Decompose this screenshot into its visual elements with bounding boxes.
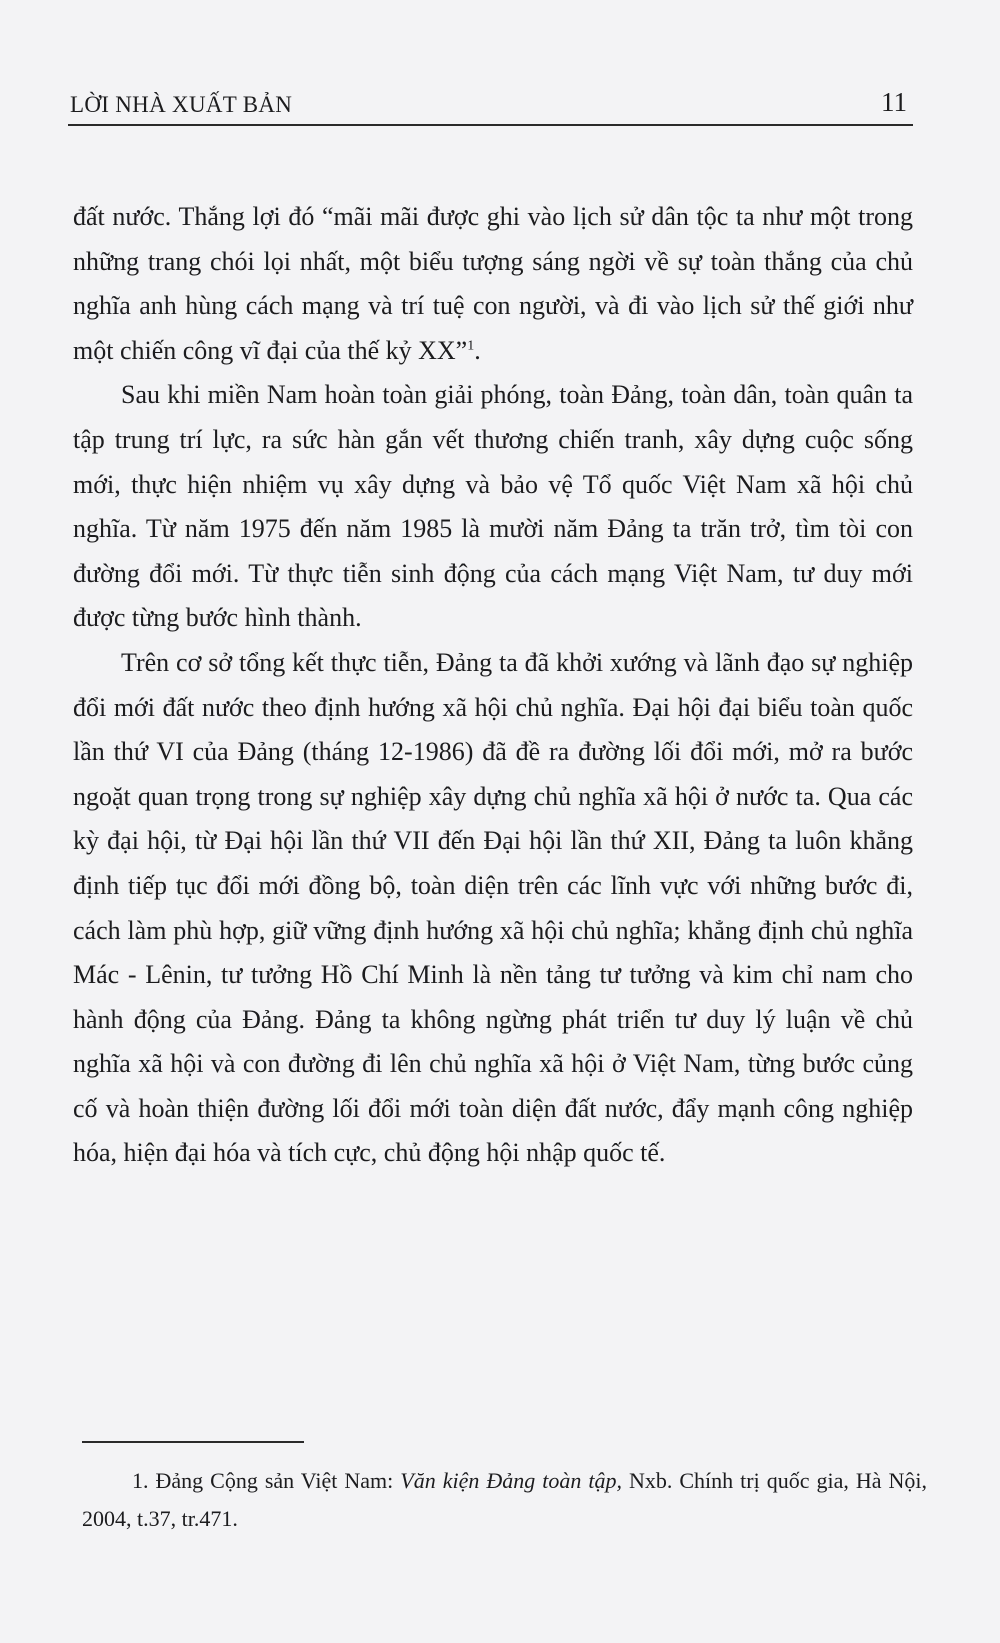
- page-number: 11: [881, 87, 907, 117]
- footnote-author: Đảng Cộng sản Việt Nam:: [155, 1468, 394, 1493]
- footnote-divider: [82, 1441, 304, 1443]
- running-title: LỜI NHÀ XUẤT BẢN: [70, 92, 293, 117]
- footnote-number: 1.: [132, 1468, 149, 1493]
- paragraph-2: Sau khi miền Nam hoàn toàn giải phóng, toàn Đảng, toàn dân, toàn quân ta tập trung trí lực, ra sức hàn gắn vết thương chiến tranh, xây dựng cuộc sống mới, thực hiện nhiệm vụ xây dựng và bảo vệ Tổ quốc Việt Nam xã hội chủ nghĩa. Từ năm 1975 đến năm 1985 là mười năm Đảng ta trăn trở, tìm tòi con đường đổi mới. Từ thực tiễn sinh động của cách mạng Việt Nam, tư duy mới được từng bước hình thành.: [73, 380, 913, 633]
- running-header: [68, 84, 913, 126]
- paragraph-1-text: đất nước. Thắng lợi đó “mãi mãi được ghi vào lịch sử dân tộc ta như một trong những trang chói lọi nhất, một biểu tượng sáng ngời về sự toàn thắng của chủ nghĩa anh hùng cách mạng và trí tuệ con người, và đi vào lịch sử thế giới như một chiến công vĩ đại của thế kỷ XX”: [73, 202, 913, 365]
- footnote-reference: 1: [467, 338, 475, 354]
- paragraph-3: Trên cơ sở tổng kết thực tiễn, Đảng ta đã khởi xướng và lãnh đạo sự nghiệp đổi mới đất nước theo định hướng xã hội chủ nghĩa. Đại hội đại biểu toàn quốc lần thứ VI của Đảng (tháng 12-1986) đã đề ra đường lối đổi mới, mở ra bước ngoặt quan trọng trong sự nghiệp xây dựng chủ nghĩa xã hội ở nước ta. Qua các kỳ đại hội, từ Đại hội lần thứ VII đến Đại hội lần thứ XII, Đảng ta luôn khẳng định tiếp tục đổi mới đồng bộ, toàn diện trên các lĩnh vực với những bước đi, cách làm phù hợp, giữ vững định hướng xã hội chủ nghĩa; khẳng định chủ nghĩa Mác - Lênin, tư tưởng Hồ Chí Minh là nền tảng tư tưởng và kim chỉ nam cho hành động của Đảng. Đảng ta không ngừng phát triển tư duy lý luận về chủ nghĩa xã hội và con đường đi lên chủ nghĩa xã hội ở Việt Nam, từng bước củng cố và hoàn thiện đường lối đổi mới toàn diện đất nước, đẩy mạnh công nghiệp hóa, hiện đại hóa và tích cực, chủ động hội nhập quốc tế.: [73, 647, 913, 1168]
- footnote-title: Văn kiện Đảng toàn tập,: [400, 1468, 622, 1493]
- body-text: [73, 195, 913, 1176]
- paragraph-1-tail: .: [474, 335, 481, 365]
- footnote-publisher: Nxb. Chính trị quốc gia, Hà Nội, 2004, t.37, tr.471.: [82, 1468, 928, 1531]
- paragraph-1: [73, 195, 913, 373]
- footnote-body: [82, 1462, 927, 1538]
- footnote: [82, 1462, 927, 1538]
